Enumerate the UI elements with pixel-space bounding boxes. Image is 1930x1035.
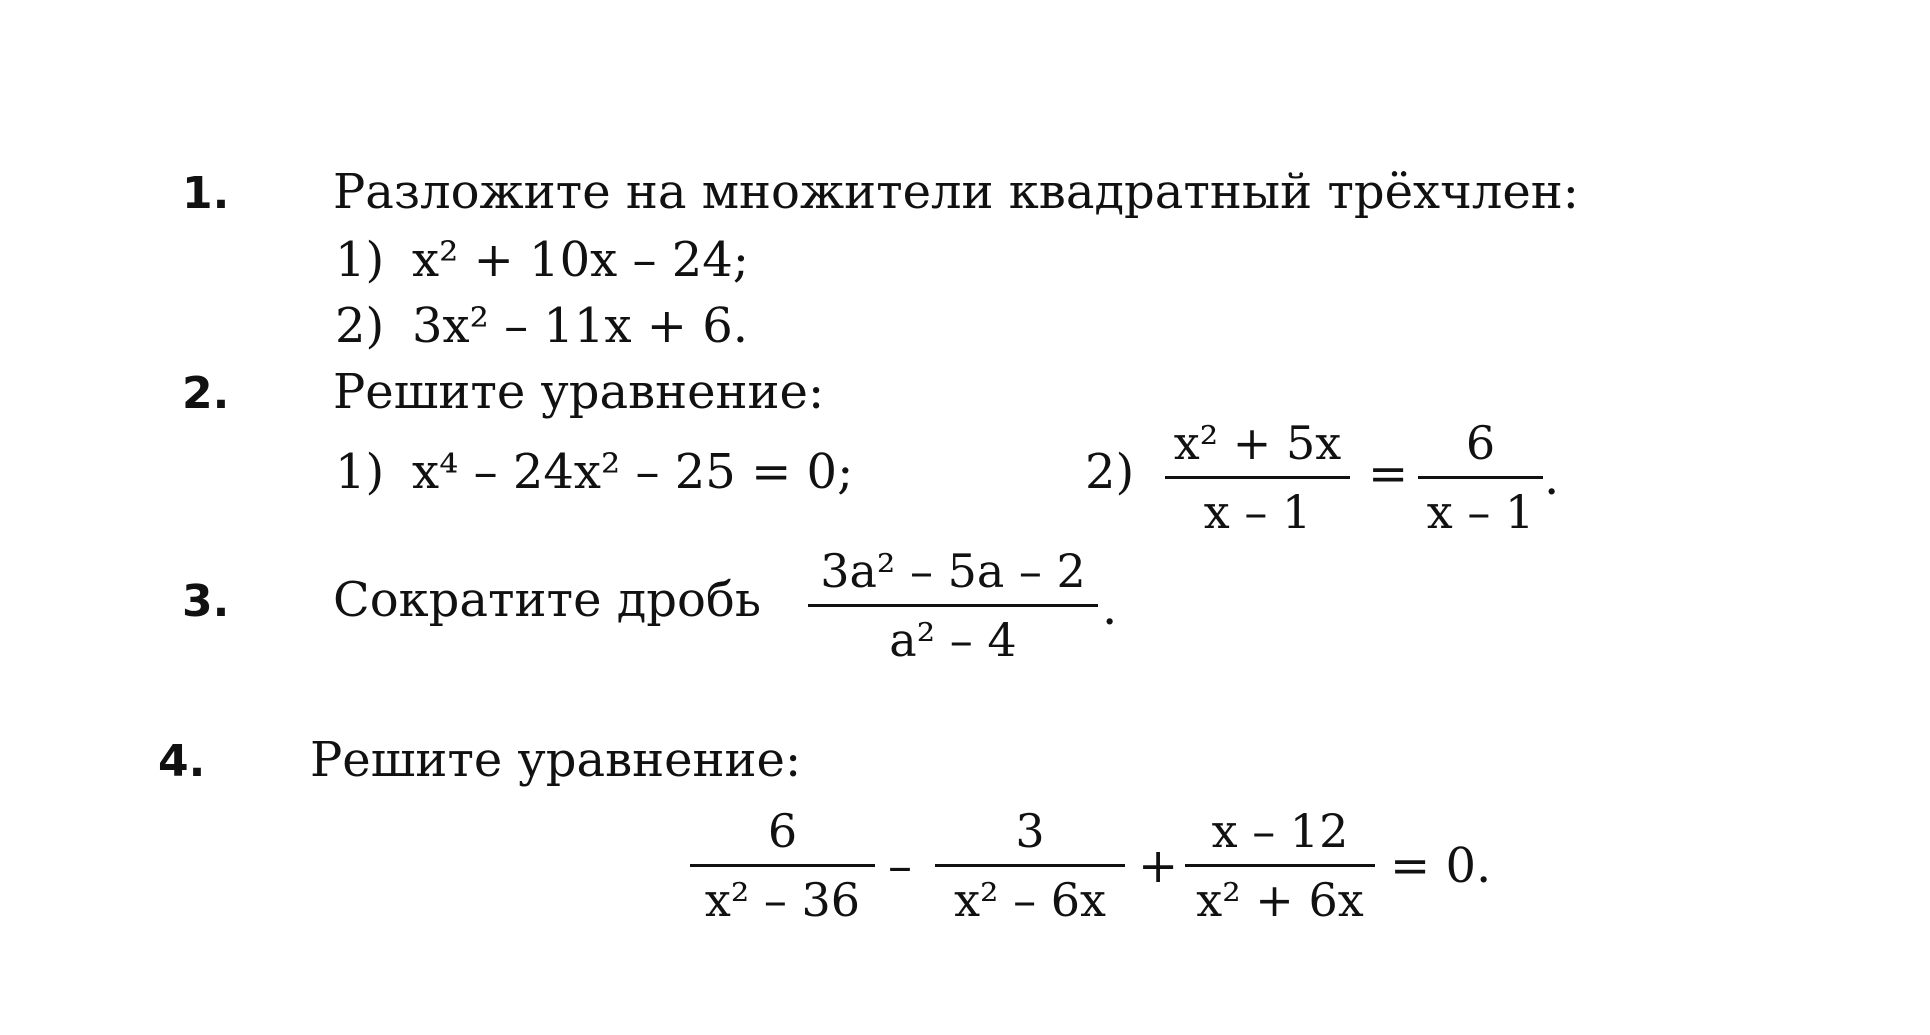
fraction-numerator: x – 12: [1211, 804, 1349, 858]
fraction-numerator: 6: [767, 804, 798, 858]
problem-1-part-1-expr: x² + 10x – 24;: [412, 232, 749, 288]
equation-rhs: = 0.: [1390, 838, 1492, 894]
problem-2-part-1-expr: x⁴ – 24x² – 25 = 0;: [412, 444, 854, 500]
problem-2-lhs-fraction: [1165, 416, 1350, 539]
fraction-numerator: 3: [1015, 804, 1045, 858]
fraction-denominator: x² + 6x: [1196, 873, 1364, 927]
problem-2-rhs-fraction: [1418, 416, 1543, 539]
problem-1-part-2-label: 2): [335, 298, 385, 354]
problem-2-prompt: Решите уравнение:: [333, 364, 825, 420]
problem-4-prompt: Решите уравнение:: [310, 732, 802, 788]
problem-2-part-2-label: 2): [1085, 444, 1135, 500]
fraction-numerator: x² + 5x: [1173, 416, 1342, 470]
problem-4-number: 4.: [158, 736, 206, 787]
problem-4-term-2: [935, 804, 1125, 927]
fraction-denominator: x – 1: [1203, 485, 1312, 539]
end-period: .: [1102, 580, 1118, 636]
problem-2-part-1-label: 1): [335, 444, 385, 500]
problem-1-prompt: Разложите на множители квадратный трёхчлен:: [333, 164, 1579, 220]
fraction-denominator: x² – 36: [704, 873, 861, 927]
problem-4-term-1: [690, 804, 875, 927]
fraction-denominator: x² – 6x: [954, 873, 1106, 927]
end-period: .: [1544, 450, 1560, 506]
fraction-denominator: x – 1: [1426, 485, 1535, 539]
problem-1-number: 1.: [182, 168, 230, 219]
problem-1-part-1-label: 1): [335, 232, 385, 288]
problem-3-prompt: Сократите дробь: [333, 572, 761, 628]
fraction-numerator: 3a² – 5a – 2: [820, 544, 1086, 598]
problem-1-part-2-expr: 3x² – 11x + 6.: [412, 298, 749, 354]
equals-sign: =: [1368, 446, 1409, 502]
fraction-numerator: 6: [1465, 416, 1496, 470]
problem-2-number: 2.: [182, 368, 230, 419]
problem-4-term-3: [1185, 804, 1375, 927]
problem-3-fraction: [808, 544, 1098, 667]
fraction-denominator: a² – 4: [889, 613, 1017, 667]
plus-sign: +: [1138, 838, 1179, 894]
minus-sign: –: [888, 838, 912, 894]
problem-3-number: 3.: [182, 576, 230, 627]
